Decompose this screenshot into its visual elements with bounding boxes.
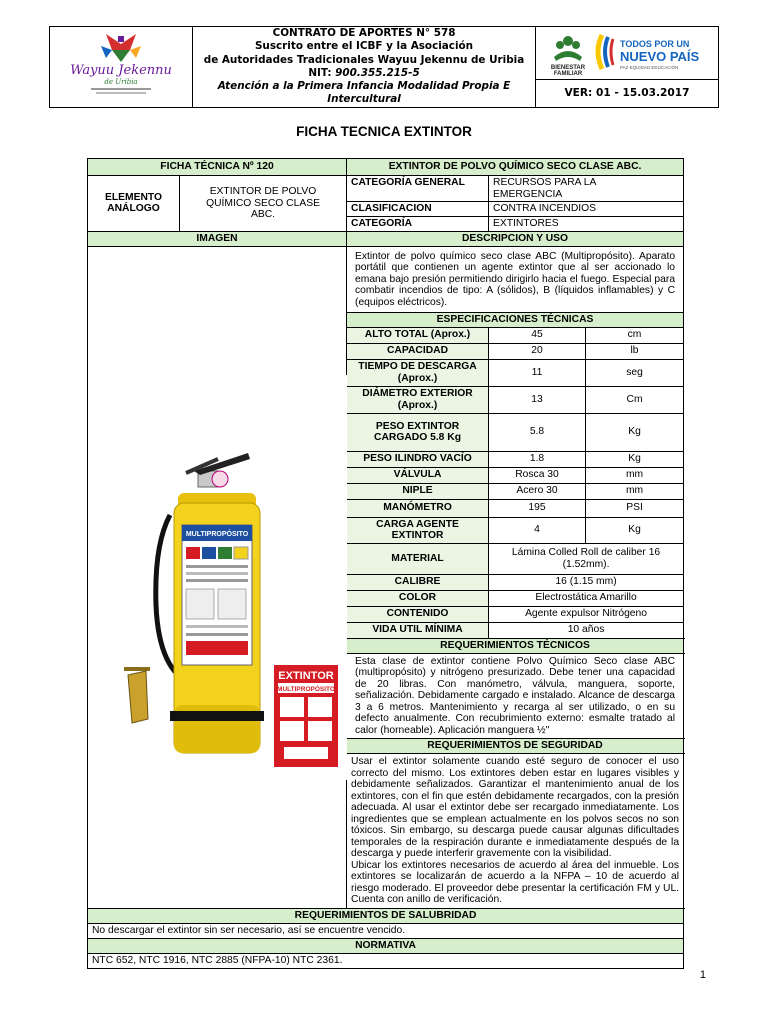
spec-unit: lb <box>586 343 684 359</box>
spec-wide-label: COLOR <box>347 590 489 606</box>
spec-wide-value: 10 años <box>489 622 684 638</box>
req-seguridad-cell <box>347 754 684 909</box>
spec-value: 13 <box>489 386 586 413</box>
ficha-number: FICHA TÉCNICA Nº 120 <box>88 159 347 176</box>
product-image-cell <box>88 246 347 908</box>
spec-unit: mm <box>586 467 684 483</box>
spec-value: 45 <box>489 327 586 343</box>
spec-label: MANÓMETRO <box>347 499 489 517</box>
bienestar-text-2: FAMILIAR <box>553 71 583 78</box>
spec-label: VÁLVULA <box>347 467 489 483</box>
nit-label: NIT: <box>308 66 336 79</box>
req-seguridad-text-1: Usar el extintor solamente cuando esté seguro de conocer el uso correcto del mismo. Los extintores deben estar en lugares visibles y debidamente señalizados. Garantizar el mantenimiento anual de los extintores, con el fin que estén debidamente recargados, con la presión adecuada. Al usar el extintor debe ser recargado inmediatamente. Los ingredientes que se emplean actualmente en los polvos secos no son tóxicos. Sin embargo, su descarga puede causar algunas dificultades temporales de la respiración durante e inmediatamente después de la descarga y puede interferir gravemente con la visibilidad. <box>351 756 680 859</box>
spec-value: 11 <box>489 359 586 386</box>
spec-unit: Kg <box>586 451 684 467</box>
normativa-header-row <box>88 938 684 953</box>
todos-text-2: NUEVO PAÍS <box>620 49 700 65</box>
spec-unit: mm <box>586 483 684 499</box>
page-title: FICHA TECNICA EXTINTOR <box>296 124 472 139</box>
institutional-logos-cell <box>536 27 719 108</box>
wayuu-logo-tagline: de Uribia <box>104 78 138 87</box>
categoria-label: CATEGORÍA <box>347 217 489 232</box>
spec-unit: seg <box>586 359 684 386</box>
wayuu-jekennu-logo <box>66 28 176 100</box>
spec-wide-value: Agente expulsor Nitrógeno <box>489 606 684 622</box>
contract-nit <box>193 67 535 80</box>
nit-value: 900.355.215-5 <box>335 66 420 79</box>
spec-label: NIPLE <box>347 483 489 499</box>
bienestar-familiar-logo <box>551 36 586 77</box>
spec-unit: cm <box>586 327 684 343</box>
spec-unit: Kg <box>586 413 684 451</box>
contract-line-2: Suscrito entre el ICBF y la Asociación <box>254 40 474 53</box>
req-tecnicos-header: REQUERIMIENTOS TÉCNICOS <box>347 638 684 653</box>
categoria-general-label: CATEGORÍA GENERAL <box>347 176 489 202</box>
categoria-general-row <box>88 176 684 202</box>
spec-wide-label: CONTENIDO <box>347 606 489 622</box>
spec-label: CAPACIDAD <box>347 343 489 359</box>
sign-title: EXTINTOR <box>278 669 334 682</box>
todos-text-3: PAZ EQUIDAD EDUCACIÓN <box>620 65 679 71</box>
clasificacion-value: CONTRA INCENDIOS <box>489 202 684 217</box>
req-seguridad-text-2: Ubicar los extintores necesarios de acuerdo al área del inmueble. Los extintores se localizarán de acuerdo a la NFPA – 10 de acuerdo al riesgo moderado. El proveedor debe presentar la certificación FM y UL. Cuenta con anillo de verificación. <box>351 859 680 905</box>
tech-sheet-table <box>87 158 684 969</box>
spec-label: ALTO TOTAL (Aprox.) <box>347 327 489 343</box>
spec-wide-label: CALIBRE <box>347 574 489 590</box>
contract-program: Atención a la Primera Infancia Modalidad Propia E Intercultural <box>217 80 511 106</box>
bienestar-text-1: BIENESTAR <box>550 65 586 72</box>
document-header <box>49 26 719 108</box>
spec-unit: PSI <box>586 499 684 517</box>
spec-unit: Kg <box>586 517 684 543</box>
spec-wide-label: VIDA UTIL MÍNIMA <box>347 622 489 638</box>
spec-wide-value: Electrostática Amarillo <box>489 590 684 606</box>
sign-subtitle: MULTIPROPÓSITO <box>277 685 335 693</box>
descripcion-row <box>88 246 684 313</box>
product-title: EXTINTOR DE POLVO QUÍMICO SECO CLASE ABC. <box>347 159 684 176</box>
specs-header: ESPECIFICACIONES TÉCNICAS <box>347 313 684 328</box>
req-seguridad-header: REQUERIMIENTOS DE SEGURIDAD <box>347 739 684 754</box>
contract-line-3: de Autoridades Tradicionales Wayuu Jekennu de Uribia <box>203 53 525 66</box>
spec-label: PESO EXTINTOR CARGADO 5.8 Kg <box>347 413 489 451</box>
spec-value: 1.8 <box>489 451 586 467</box>
req-salubridad-header: REQUERIMIENTOS DE SALUBRIDAD <box>88 908 684 923</box>
icbf-gov-logos <box>536 27 718 79</box>
page-number: 1 <box>699 969 706 981</box>
req-tecnicos-text: Esta clase de extintor contiene Polvo Químico Seco clase ABC (multipropósito) y nitrógeno presurizado. Debe tener una capacidad de 20 libras. Con manómetro, válvula, manguera, soporte, señalización. Debidamente cargado e instalado. Alcance de descarga 3 a 6 metros. Mantenimiento y recarga al ser utilizado, o en su defecto anualmente. Con recubrimiento externo: esmalte tratado al calor (horneable). Aplicación manguera ½" <box>347 653 684 739</box>
imagen-descripcion-header-row <box>88 231 684 246</box>
spec-wide-value: 16 (1.15 mm) <box>489 574 684 590</box>
req-salubridad-text: No descargar el extintor sin ser necesario, así se encuentre vencido. <box>88 923 684 938</box>
elemento-label: ELEMENTO ANÁLOGO <box>88 176 180 232</box>
spec-label: PESO ILINDRO VACÍO <box>347 451 489 467</box>
institutional-logos <box>536 27 718 79</box>
contract-line-1: CONTRATO DE APORTES N° 578 <box>272 27 456 39</box>
req-salubridad-row <box>88 923 684 938</box>
req-salubridad-header-row <box>88 908 684 923</box>
spec-wide-value: Lámina Colled Roll de caliber 16 (1.52mm). <box>489 543 684 574</box>
spec-label: CARGA AGENTE EXTINTOR <box>347 517 489 543</box>
todos-text-1: TODOS POR UN <box>620 39 690 50</box>
spec-wide-label: MATERIAL <box>347 543 489 574</box>
descripcion-header: DESCRIPCION Y USO <box>347 231 684 246</box>
todos-por-un-nuevo-pais-logo <box>598 35 700 70</box>
descripcion-text: Extintor de polvo químico seco clase ABC (Multipropósito). Aparato portátil que contienen un agente extintor que al ser accionado lo emana bajo presión permitiendo dirigirlo hacia el fuego. Especial para combatir incendios de tipo: A (sólidos), B (líquidos inflamables) y C (equipos eléctricos). <box>347 246 684 313</box>
spec-value: Acero 30 <box>489 483 586 499</box>
contract-info <box>193 27 536 108</box>
normativa-header: NORMATIVA <box>88 938 684 953</box>
extinguisher-label-text: MULTIPROPÓSITO <box>185 530 249 538</box>
spec-value: 195 <box>489 499 586 517</box>
document-version: VER: 01 - 15.03.2017 <box>536 79 718 106</box>
spec-value: 5.8 <box>489 413 586 451</box>
normativa-text: NTC 652, NTC 1916, NTC 2885 (NFPA-10) NTC 2361. <box>88 953 684 968</box>
spec-label: DIÁMETRO EXTERIOR (Aprox.) <box>347 386 489 413</box>
elemento-value: EXTINTOR DE POLVO QUÍMICO SECO CLASE ABC. <box>180 176 347 232</box>
wayuu-logo-text: Wayuu Jekennu <box>70 63 172 79</box>
categoria-general-value: RECURSOS PARA LA EMERGENCIA <box>489 176 684 202</box>
spec-value: 20 <box>489 343 586 359</box>
clasificacion-label: CLASIFICACION <box>347 202 489 217</box>
spec-unit: Cm <box>586 386 684 413</box>
spec-value: 4 <box>489 517 586 543</box>
imagen-header: IMAGEN <box>88 231 347 246</box>
fire-extinguisher-image <box>88 375 347 780</box>
normativa-row <box>88 953 684 968</box>
extintor-sign <box>274 665 338 767</box>
spec-value: Rosca 30 <box>489 467 586 483</box>
spec-label: TIEMPO DE DESCARGA (Aprox.) <box>347 359 489 386</box>
sheet-title-row <box>88 159 684 176</box>
categoria-value: EXTINTORES <box>489 217 684 232</box>
wayuu-logo-cell <box>50 27 193 108</box>
